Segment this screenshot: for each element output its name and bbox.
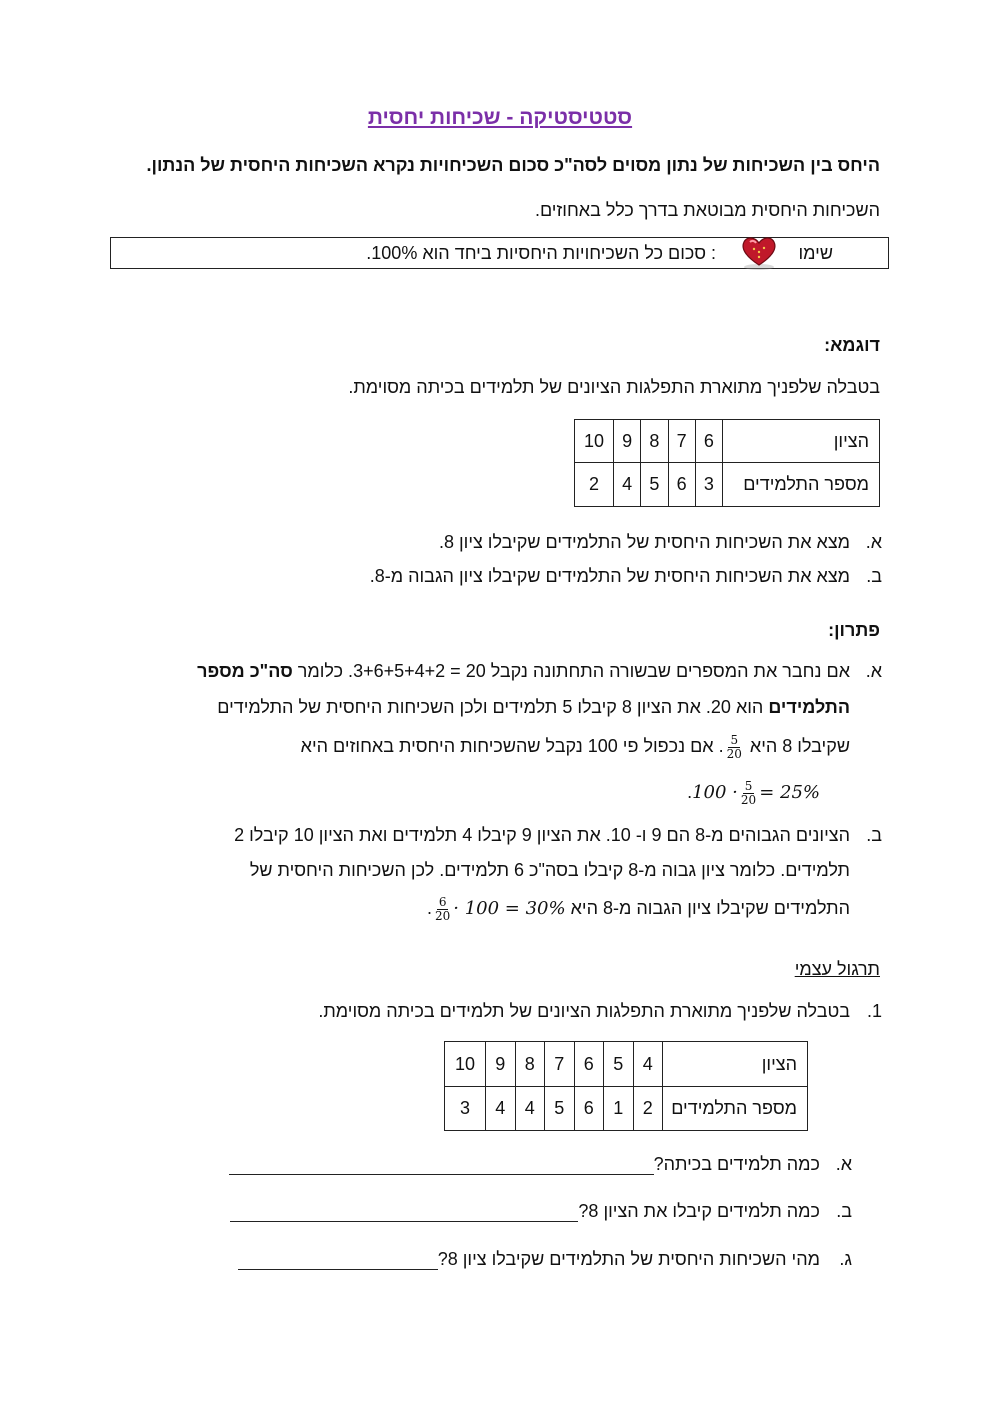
note-label: שימו	[798, 243, 833, 263]
answer-blank-b[interactable]	[230, 1203, 578, 1222]
table-header-count: מספר התלמידים	[723, 463, 880, 507]
table-cell: 4	[515, 1087, 545, 1131]
definition-text: היחס בין השכיחות של נתון מסוים לסה"כ סכום השכיחויות נקרא השכיחות היחסית של הנתון.	[146, 155, 880, 175]
note-box	[110, 237, 889, 269]
fraction-denominator: 20	[726, 746, 742, 761]
practice-question-b	[230, 1201, 852, 1222]
item-marker: 1.	[866, 1001, 882, 1021]
table-header-count: מספר התלמידים	[663, 1087, 808, 1131]
fraction	[727, 734, 742, 761]
note-text: : סכום כל השכיחויות היחסיות ביחד הוא 100%.	[366, 243, 716, 263]
table-header-grade: הציון	[663, 1042, 808, 1087]
table-cell: 2	[633, 1087, 663, 1131]
solution-heading: פתרון:	[828, 620, 880, 640]
question-text: כמה תלמידים בכיתה?	[653, 1154, 820, 1174]
example-question-b	[369, 566, 882, 587]
example-heading: דוגמא:	[824, 335, 880, 355]
solution-a-formula: .100 · $\frac{5}{20}$ = 25%	[687, 778, 820, 807]
solution-text: . אם נכפול פי 100 נקבל שהשכיחות היחסית באחוזים היא	[300, 736, 724, 756]
table-header-grade: הציון	[723, 420, 880, 463]
question-marker: א.	[865, 532, 882, 552]
math-expression: 100 ·	[692, 782, 738, 803]
table-cell: 2	[575, 463, 614, 507]
table-cell: 5	[604, 1042, 634, 1087]
practice-intro	[318, 1001, 882, 1022]
table-cell: 6	[668, 463, 695, 507]
table-cell: 8	[641, 420, 668, 463]
table-cell: 7	[545, 1042, 575, 1087]
answer-blank-a[interactable]	[229, 1156, 654, 1175]
solution-text: הוא 20. את הציון 8 קיבלו 5 תלמידים ולכן השכיחות היחסית של התלמידים	[217, 697, 769, 717]
question-marker: ב.	[836, 1201, 852, 1221]
table-cell: 3	[445, 1087, 486, 1131]
fraction-numerator: 5	[744, 778, 753, 793]
table-cell: 4	[633, 1042, 663, 1087]
solution-text: הציונים הגבוהים מ-8 הם 9 ו- 10. את הציון 9 קיבלו 4 תלמידים ואת הציון 10 קיבלו 2	[234, 825, 850, 845]
solution-b-line3: התלמידים שקיבלו ציון הגבוה מ-8 היא $\frac{6}{20}$ · 100 = 30%.	[426, 894, 850, 923]
fraction-numerator: 5	[730, 732, 739, 747]
fraction-denominator: 20	[435, 908, 451, 923]
table-cell: 6	[574, 1042, 604, 1087]
table-cell: 4	[486, 1087, 516, 1131]
question-text: כמה תלמידים קיבלו את הציון 8?	[578, 1201, 820, 1221]
example-table	[574, 419, 880, 507]
table-cell: 6	[574, 1087, 604, 1131]
practice-table	[444, 1041, 808, 1131]
solution-bold-text: סה"כ מספר	[197, 661, 293, 681]
solution-text: אם נחבר את המספרים שבשורה התחתונה נקבל 20 = 3+6+5+4+2. כלומר	[292, 661, 850, 681]
solution-bold-text: התלמידים	[768, 697, 850, 717]
math-expression: · 100 = 30%	[453, 898, 566, 919]
question-marker: ג.	[839, 1249, 852, 1269]
table-cell: 5	[641, 463, 668, 507]
table-cell: 7	[668, 420, 695, 463]
table-cell: 9	[614, 420, 641, 463]
solution-text: התלמידים שקיבלו ציון הגבוה מ-8 היא	[565, 898, 850, 918]
fraction	[741, 780, 756, 807]
heart-icon	[739, 234, 779, 270]
solution-text: שקיבלו 8 היא	[744, 736, 850, 756]
example-question-a	[438, 532, 882, 553]
fraction-numerator: 6	[438, 894, 447, 909]
table-cell: 4	[614, 463, 641, 507]
table-cell: 1	[604, 1087, 634, 1131]
percent-note: השכיחות היחסית מבוטאת בדרך כלל באחוזים.	[534, 200, 880, 220]
table-cell: 10	[445, 1042, 486, 1087]
question-marker: ב.	[866, 566, 882, 586]
question-marker: א.	[835, 1154, 852, 1174]
question-text: מצא את השכיחות היחסית של התלמידים שקיבלו ציון הגבוה מ-8.	[369, 566, 850, 586]
practice-intro-text: בטבלה שלפניך מתוארת התפלגות הציונים של תלמידים בכיתה מסוימת.	[318, 1001, 850, 1021]
solution-a-line2	[217, 697, 850, 718]
table-cell: 5	[545, 1087, 575, 1131]
table-cell: 8	[515, 1042, 545, 1087]
fraction-denominator: 20	[740, 792, 757, 807]
solution-a-line1	[197, 661, 882, 682]
math-expression: = 25%	[759, 782, 820, 803]
example-intro: בטבלה שלפניך מתוארת התפלגות הציונים של תלמידים בכיתה מסוימת.	[348, 377, 880, 397]
table-cell: 9	[486, 1042, 516, 1087]
question-text: מהי השכיחות היחסית של התלמידים שקיבלו ציון 8?	[437, 1249, 820, 1269]
solution-a-line3	[301, 732, 850, 761]
solution-marker: א.	[865, 661, 882, 681]
practice-heading: תרגול עצמי	[794, 959, 880, 979]
table-cell: 10	[575, 420, 614, 463]
solution-b-line2: תלמידים. כלומר ציון גבוה מ-8 קיבלו בסה"כ 6 תלמידים. לכן השכיחות היחסית של	[249, 860, 850, 880]
page-title: סטטיסטיקה - שכיחות יחסית	[367, 106, 633, 129]
solution-marker: ב.	[866, 825, 882, 845]
practice-question-c	[238, 1249, 852, 1270]
fraction	[435, 896, 450, 923]
answer-blank-c[interactable]	[238, 1251, 438, 1270]
question-text: מצא את השכיחות היחסית של התלמידים שקיבלו ציון 8.	[438, 532, 850, 552]
practice-question-a	[229, 1154, 852, 1175]
solution-b-line1	[234, 825, 882, 846]
table-cell: 6	[695, 420, 722, 463]
table-cell: 3	[695, 463, 722, 507]
